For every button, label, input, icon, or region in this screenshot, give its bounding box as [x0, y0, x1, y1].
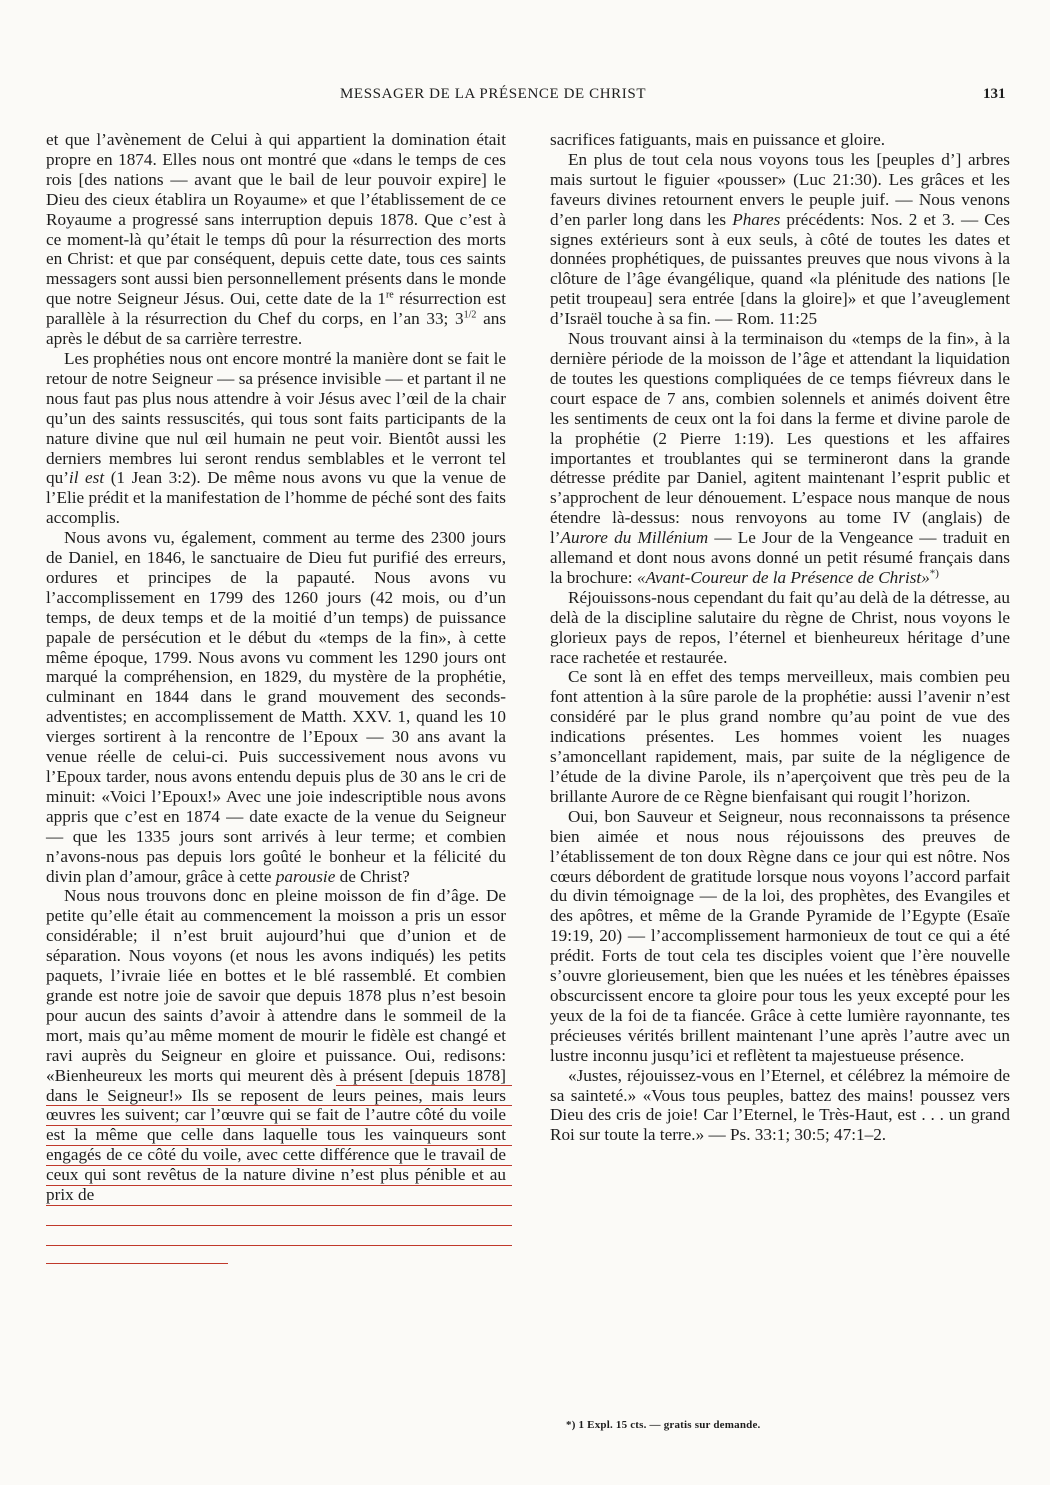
emphasis: parousie: [275, 866, 336, 886]
page-number: 131: [983, 86, 1006, 102]
right-column: [550, 130, 1010, 1145]
text-run: Nous trouvant ainsi à la terminaison du «temps de la fin», à la dernière période de la moisson de l’âge et attendant la liquidation de toutes les questions compliquées de ce temps fiévreux dans le court espace de 7 ans, combien solennels et animés doivent être les sentiments de ceux ont la foi dans la ferme et divine parole de la prophétie (2 Pierre 1:19). Les questions et les affaires importantes et troublantes qui se termineront dans la grande détresse prédite par Daniel, agitent maintenant l’esprit public et s’approchent de leur dénouement. L’espace nous manque de nous étendre là-dessus: nous renvoyons au tome IV (anglais) de l’: [550, 329, 1010, 548]
annotation-underline: [46, 1145, 512, 1146]
emphasis: «Avant-Coureur de la Présence de Christ»: [636, 567, 930, 587]
superscript: re: [385, 289, 394, 301]
paragraph-underlined: Nous nous trouvons donc en pleine moisson de fin d’âge. De petite qu’elle était au commencement la moisson a pris un essor considérable; il n’est bruit aujourd’hui que d’union et de séparation. Nous voyons (et nous les avons indiqués) les petits paquets, l’ivraie liée en bottes et le blé rassemblé. Et combien grande est notre joie de savoir que depuis 1878 plus n’est besoin pour aucun des saints d’avoir à attendre dans le sommeil de la mort, mais qu’au même moment de mourir le fidèle est changé et ravi auprès du Seigneur en gloire et puissance. Oui, redisons: «Bienheureux les morts qui meurent dès à présent [depuis 1878] dans le Seigneur!» Ils se reposent de leurs peines, mais leurs œuvres les suivent; car l’œuvre qui se fait de l’autre côté du voile est la même que celle dans laquelle tous les vainqueurs sont engagés de ce côté du voile, avec cette différence que le travail de ceux qui sont revêtus de la nature divine n’est plus pénible et au prix de: [46, 886, 506, 1205]
paragraph: Réjouissons-nous cependant du fait qu’au delà de la détresse, au delà de la discipline salutaire du règne de Christ, nous voyons le glorieux pays de repos, l’éternel et bienheureux héritage d’une race rachetée et restaurée.: [550, 587, 1010, 667]
text-run: ans après le début de sa carrière terrestre.: [46, 309, 507, 349]
annotation-underline: [46, 1185, 512, 1186]
text-run: En plus de tout cela nous voyons tous les [peuples d’] arbres mais surtout le figuier «pousser» (Luc 21:30). Les grâces et les faveurs divines retournent envers le peuple juif. — Nous venons d’en parler long dans les: [550, 149, 1010, 229]
footnote: *) 1 Expl. 15 cts. — gratis sur demande.: [566, 1419, 761, 1431]
fraction: 1/2: [463, 309, 477, 321]
paragraph: [46, 130, 506, 349]
text-run: précédents: Nos. 2 et 3. — Ces signes extérieurs sont à eux seuls, à côté de toutes les dates et données prophétiques, de puissantes preuves que nous vivons à la clôture de l’âge évangélique, quand «la plénitude des nations [le petit troupeau] sera entrée [dans la gloire]» et que l’aveuglement d’Israël touche à sa fin. — Rom. 11:25: [550, 209, 1010, 329]
text-run: (1 Jean 3:2). De même nous avons vu que la venue de l’Elie prédit et la manifestation de l’homme de péché sont des faits accomplis.: [46, 468, 506, 528]
text-run: — Le Jour de la Vengeance — traduit en allemand et dont nous avons donné un petit résumé français dans la brochure:: [550, 528, 1010, 587]
emphasis: Phares: [732, 209, 781, 229]
footnote-mark: *): [929, 567, 939, 580]
annotation-underline: [46, 1165, 512, 1166]
text-run: résurrection est parallèle à la résurrection du Chef du corps, en l’an 33; 3: [46, 289, 506, 329]
annotation-underline: [46, 1263, 228, 1264]
annotation-underline: [336, 1085, 512, 1086]
annotation-underline: [46, 1105, 512, 1106]
text-run: Nous avons vu, également, comment au terme des 2300 jours de Daniel, en 1846, le sanctuaire de Dieu fut purifié des erreurs, ordures et principes de la papauté. Nous avons vu l’accomplissement en 1799 des 1260 jours (42 mois, ou d’un temps, de deux temps et de la moitié d’un temps) de puissance papale de persécution et le début du «temps de la fin», à cette même époque, 1799. Nous avons vu comment les 1290 jours ont marqué la compréhension, en 1829, du mystère de la prophétie, culminant en 1844 dans le grand mouvement des seconds-adventistes; en accomplissement de Matth. XXV. 1, quand les 10 vierges sortirent à la rencontre de l’Epoux — 30 ans avant la venue réelle de celui-ci. Puis successivement nous avons vu l’Epoux tarder, nous avons entendu depuis plus de 30 ans le cri de minuit: «Voici l’Epoux!» Avec une joie indescriptible nous avons appris que c’est en 1874 — date exacte de la venue du Seigneur — que les 1335 jours sont arrivés à leur terme; et combien n’avons-nous pas depuis lors goûté le bonheur et la félicité du divin plan d’amour, grâce à cette: [46, 528, 506, 886]
text-run: de Christ?: [335, 866, 410, 886]
left-column: [46, 130, 506, 1205]
running-head: [0, 86, 1050, 110]
text-run: et que l’avènement de Celui à qui appartient la domination était propre en 1874. Elles nous ont montré que «dans le temps de ces rois [des nations — avant que le bail de leur pouvoir expire] le Dieu des cieux établira un Royaume» et que l’établissement de ce Royaume a progressé sans interruption depuis 1878. Que c’est à ce moment-là qu’était le temps dû pour la résurrection des morts en Christ: et que par conséquent, depuis cette date, tous ces saints messagers sont aussi bien personnellement présents dans le monde que notre Seigneur Jésus. Oui, cette date de la 1: [46, 130, 506, 309]
annotation-underline: [46, 1245, 512, 1246]
emphasis: Aurore du Millénium: [560, 528, 709, 548]
paragraph: sacrifices fatiguants, mais en puissance et gloire.: [550, 130, 886, 149]
running-title: MESSAGER DE LA PRÉSENCE DE CHRIST: [340, 86, 647, 102]
paragraph: «Justes, réjouissez-vous en l’Eternel, et célébrez la mémoire de sa sainteté.» «Vous tous peuples, battez des mains! poussez vers Dieu des cris de joie! Car l’Eternel, le Très-Haut, est . . . un grand Roi sur toute la terre.» — Ps. 33:1; 30:5; 47:1–2.: [550, 1065, 1010, 1145]
text-run: Les prophéties nous ont encore montré la manière dont se fait le retour de notre Seigneur — sa présence invisible — et partant il ne nous faut pas plus nous attendre à voir Jésus avec l’œil de la chair qu’un des saints ressuscités, qui tous sont faits participants de la nature divine que nul œil humain ne peut voir. Bientôt aussi les derniers membres lui seront rendus semblables et le verront tel qu’: [46, 348, 506, 488]
annotation-underline: [46, 1125, 512, 1126]
paragraph: [550, 150, 1010, 329]
paragraph: [550, 329, 1010, 588]
emphasis: il est: [68, 468, 105, 488]
annotation-underline: [46, 1225, 512, 1226]
paragraph: [46, 349, 506, 528]
paragraph: Ce sont là en effet des temps merveilleux, mais combien peu font attention à la sûre parole de la prophétie: aussi l’avenir n’est considéré par le plus grand nombre qu’au point de vue des indications présentes. Les hommes voient les nuages s’amoncellant rapidement, mais, par suite de la négligence de l’étude de la divine Parole, ils n’aperçoivent que très peu de la brillante Aurore de ce Règne bienfaisant qui rougit l’horizon.: [550, 667, 1010, 806]
annotation-underline: [46, 1205, 512, 1206]
paragraph: Oui, bon Sauveur et Seigneur, nous reconnaissons ta présence bien aimée et nous nous réjouissons des preuves de l’établissement de ton doux Règne dans ce jour qui est nôtre. Nos cœurs débordent de gratitude lorsque nous voyons l’accord parfait du divin témoignage — de la loi, des prophètes, des Evangiles et des apôtres, et même de la Grande Pyramide de l’Egypte (Esaïe 19:19, 20) — l’accomplissement harmonieux de tout ce qui a été prédit. Forts de tout cela tes disciples voient que l’ère nouvelle s’ouvre glorieusement, bien que les nuées et les ténèbres épaisses obscurcissent encore ta gloire pour tous les yeux excepté pour les yeux de la foi de ta fiancée. Grâce à cette lumière rayonnante, tes précieuses vérités brillent maintenant l’une après l’autre avec un lustre inconnu jusqu’ici et reflètent ta majestueuse présence.: [550, 806, 1010, 1065]
paragraph: [46, 528, 506, 886]
